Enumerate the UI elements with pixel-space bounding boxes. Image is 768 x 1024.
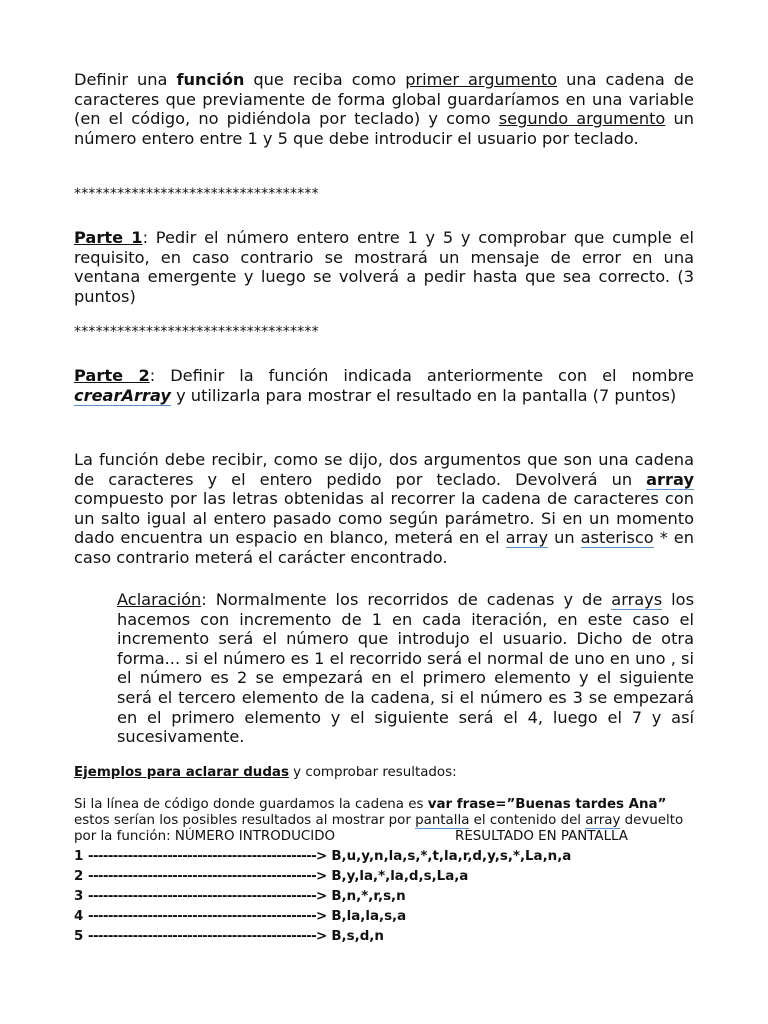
- example-arrow: ---------------------------------------------->: [88, 909, 327, 924]
- example-arrow: ---------------------------------------------->: [88, 849, 327, 864]
- parte1-paragraph: [74, 228, 694, 306]
- explanation-paragraph: [74, 450, 694, 568]
- intro-text: que reciba como: [244, 70, 406, 89]
- intro-text: un número entero entre 1 y 5 que debe introducir el usuario por teclado.: [74, 109, 694, 148]
- example-number: 5: [74, 929, 84, 944]
- example-number: 1: [74, 849, 84, 864]
- si-code: var frase=”Buenas tardes Ana”: [427, 797, 667, 812]
- si-paragraph: [74, 797, 694, 845]
- explain-array: array: [505, 528, 549, 548]
- separator: **********************************: [74, 186, 319, 202]
- aclaracion-text: los hacemos con incremento de 1 en cada iteración, en este caso el incremento será el número que introdujo el usuario. Dicho de otra forma... si el número es 1 el recorrido será el normal de uno en uno , si el número es 2 se empezará en el primero elemento y el siguiente será el tercero elemento de la cadena, si el número es 3 se empezará en el primero elemento y el siguiente será el 4, luego el 7 y así sucesivamente.: [117, 590, 695, 747]
- example-result: B,y,la,*,la,d,s,La,a: [331, 869, 469, 884]
- example-row-3: [74, 889, 406, 904]
- aclaracion-arrays: arrays: [611, 590, 663, 609]
- ejemplos-title: Ejemplos para aclarar dudas: [74, 765, 289, 780]
- explain-text: un: [548, 528, 581, 548]
- explain-text: * en caso contrario meterá el carácter encontrado.: [74, 528, 695, 567]
- si-text: devuelto por la función: NÚMERO INTRODUCIDO: [74, 813, 684, 844]
- example-number: 4: [74, 909, 84, 924]
- example-arrow: ---------------------------------------------->: [88, 869, 327, 884]
- parte2-text: : Definir la función indicada anteriormente con el nombre: [149, 366, 694, 385]
- explain-text: compuesto por las letras obtenidas al recorrer la cadena de caracteres con un salto igual al entero pasado como según parámetro. Si en un momento dado encuentra un espacio en blanco, meterá en el: [74, 489, 694, 548]
- explain-array: array: [646, 469, 694, 489]
- example-result: B,u,y,n,la,s,*,t,la,r,d,y,s,*,La,n,a: [331, 849, 572, 864]
- intro-funcion: función: [176, 70, 245, 89]
- parte2-text: y utilizarla para mostrar el resultado en la pantalla (7 puntos): [170, 385, 677, 405]
- example-arrow: ---------------------------------------------->: [88, 929, 327, 944]
- intro-text: Definir una: [74, 70, 177, 89]
- example-number: 3: [74, 889, 84, 904]
- parte1-text: : Pedir el número entero entre 1 y 5 y comprobar que cumple el requisito, en caso contrario se mostrará un mensaje de error en una ventana emergente y luego se volverá a pedir hasta que sea correcto. (3 puntos): [74, 228, 694, 306]
- aclaracion-paragraph: [117, 590, 694, 747]
- parte1-label: Parte 1: [74, 228, 143, 247]
- example-result: B,n,*,r,s,n: [331, 889, 406, 904]
- separator: **********************************: [74, 324, 319, 340]
- example-arrow: ---------------------------------------------->: [88, 889, 327, 904]
- example-result: B,la,la,s,a: [331, 909, 407, 924]
- function-name: crearArray: [74, 385, 171, 405]
- ejemplos-rest: y comprobar resultados:: [288, 765, 457, 780]
- aclaracion-text: : Normalmente los recorridos de cadenas y de: [201, 590, 612, 609]
- example-row-2: [74, 869, 468, 884]
- aclaracion-label: Aclaración: [117, 590, 202, 609]
- example-row-4: [74, 909, 406, 924]
- intro-primer-argumento: primer argumento: [405, 70, 558, 89]
- si-result-header: RESULTADO EN PANTALLA: [455, 829, 628, 844]
- example-row-5: [74, 929, 384, 944]
- si-array: array: [585, 813, 621, 828]
- parte2-paragraph: [74, 366, 694, 405]
- parte2-label: Parte 2: [74, 366, 150, 385]
- example-number: 2: [74, 869, 84, 884]
- si-pantalla: pantalla: [415, 813, 470, 828]
- explain-text: La función debe recibir, como se dijo, dos argumentos que son una cadena de caracteres y el entero pedido por teclado. Devolverá un: [74, 450, 694, 489]
- example-row-1: [74, 849, 571, 864]
- explain-asterisco: asterisco: [580, 528, 654, 548]
- ejemplos-heading: [74, 765, 694, 781]
- intro-segundo-argumento: segundo argumento: [498, 109, 666, 129]
- si-text: Si la línea de código donde guardamos la cadena es: [74, 797, 428, 812]
- example-result: B,s,d,n: [331, 929, 384, 944]
- intro-paragraph: [74, 70, 694, 148]
- si-text: estos serían los posibles resultados al mostrar por: [74, 813, 416, 828]
- intro-text: una cadena de caracteres que previamente de forma global guardaríamos en una variable (en el código, no pidiéndola por teclado) y como: [74, 70, 695, 129]
- si-text: el contenido del: [469, 813, 586, 828]
